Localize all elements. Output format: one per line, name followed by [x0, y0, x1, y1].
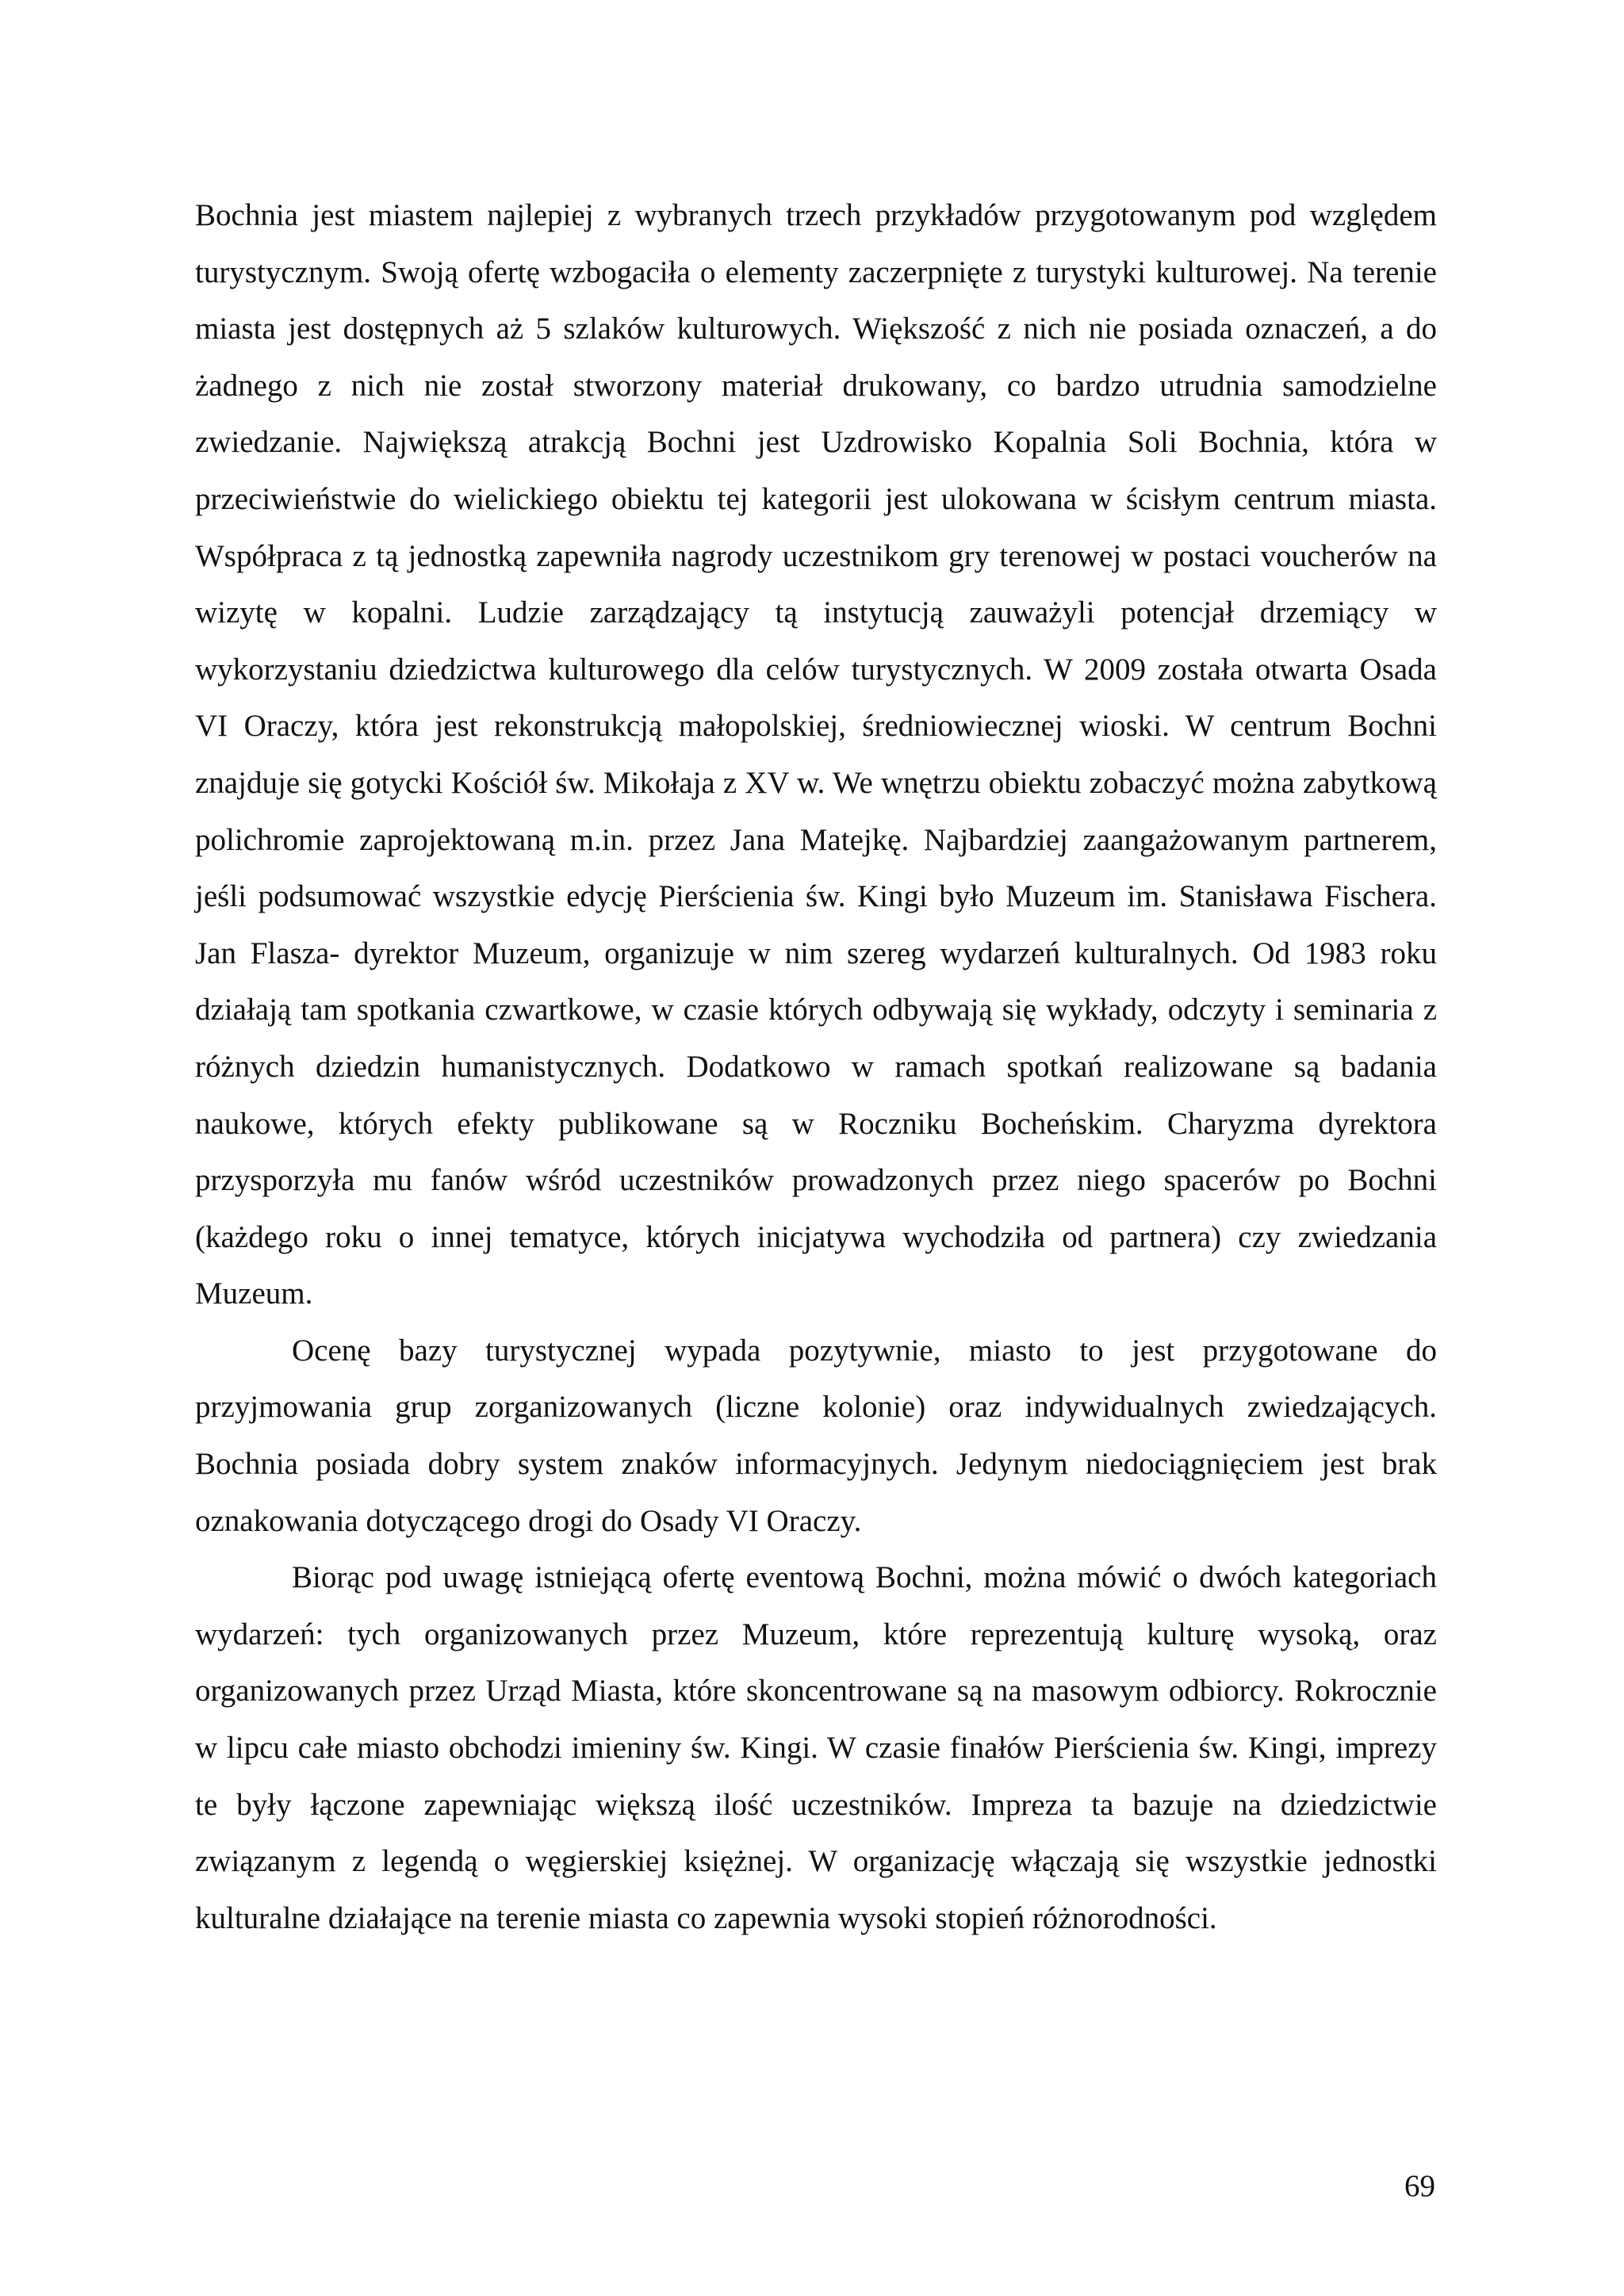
page-number: 69 [1404, 2169, 1435, 2203]
paragraph: Biorąc pod uwagę istniejącą ofertę eventową Bochni, można mówić o dwóch kategoriach wydarzeń: tych organizowanych przez Muzeum, które reprezentują kulturę wysoką, oraz organizowanych przez Urząd Miasta, które skoncentrowane są na masowym odbiorcy. Rokrocznie w lipcu całe miasto obchodzi imieniny św. Kingi. W czasie finałów Pierścienia św. Kingi, imprezy te były łączone zapewniając większą ilość uczestników. Impreza ta bazuje na dziedzictwie związanym z legendą o węgierskiej księżnej. W organizację włączają się wszystkie jednostki kulturalne działające na terenie miasta co zapewnia wysoki stopień różnorodności. [195, 1560, 1437, 1935]
paragraph: Bochnia jest miastem najlepiej z wybranych trzech przykładów przygotowanym pod względem turystycznym. Swoją ofertę wzbogaciła o elementy zaczerpnięte z turystyki kulturowej. Na terenie miasta jest dostępnych aż 5 szlaków kulturowych. Większość z nich nie posiada oznaczeń, a do żadnego z nich nie został stworzony materiał drukowany, co bardzo utrudnia samodzielne zwiedzanie. Największą atrakcją Bochni jest Uzdrowisko Kopalnia Soli Bochnia, która w przeciwieństwie do wielickiego obiektu tej kategorii jest ulokowana w ścisłym centrum miasta. Współpraca z tą jednostką zapewniła nagrody uczestnikom gry terenowej w postaci voucherów na wizytę w kopalni. Ludzie zarządzający tą instytucją zauważyli potencjał drzemiący w wykorzystaniu dziedzictwa kulturowego dla celów turystycznych. W 2009 została otwarta Osada VI Oraczy, która jest rekonstrukcją małopolskiej, średniowiecznej wioski. W centrum Bochni znajduje się gotycki Kościół św. Mikołaja z XV w. We wnętrzu obiektu zobaczyć można zabytkową polichromie zaprojektowaną m.in. przez Jana Matejkę. Najbardziej zaangażowanym partnerem, jeśli podsumować wszystkie edycję Pierścienia św. Kingi było Muzeum im. Stanisława Fischera. Jan Flasza- dyrektor Muzeum, organizuje w nim szereg wydarzeń kulturalnych. Od 1983 roku działają tam spotkania czwartkowe, w czasie których odbywają się wykłady, odczyty i seminaria z różnych dziedzin humanistycznych. Dodatkowo w ramach spotkań realizowane są badania naukowe, których efekty publikowane są w Roczniku Bocheńskim. Charyzma dyrektora przysporzyła mu fanów wśród uczestników prowadzonych przez niego spacerów po Bochni (każdego roku o innej tematyce, których inicjatywa wychodziła od partnera) czy zwiedzania Muzeum. [195, 198, 1437, 1311]
paragraph: Ocenę bazy turystycznej wypada pozytywnie, miasto to jest przygotowane do przyjmowania grup zorganizowanych (liczne kolonie) oraz indywidualnych zwiedzających. Bochnia posiada dobry system znaków informacyjnych. Jedynym niedociągnięciem jest brak oznakowania dotyczącego drogi do Osady VI Oraczy. [195, 1333, 1437, 1538]
body-text [195, 187, 1437, 1946]
